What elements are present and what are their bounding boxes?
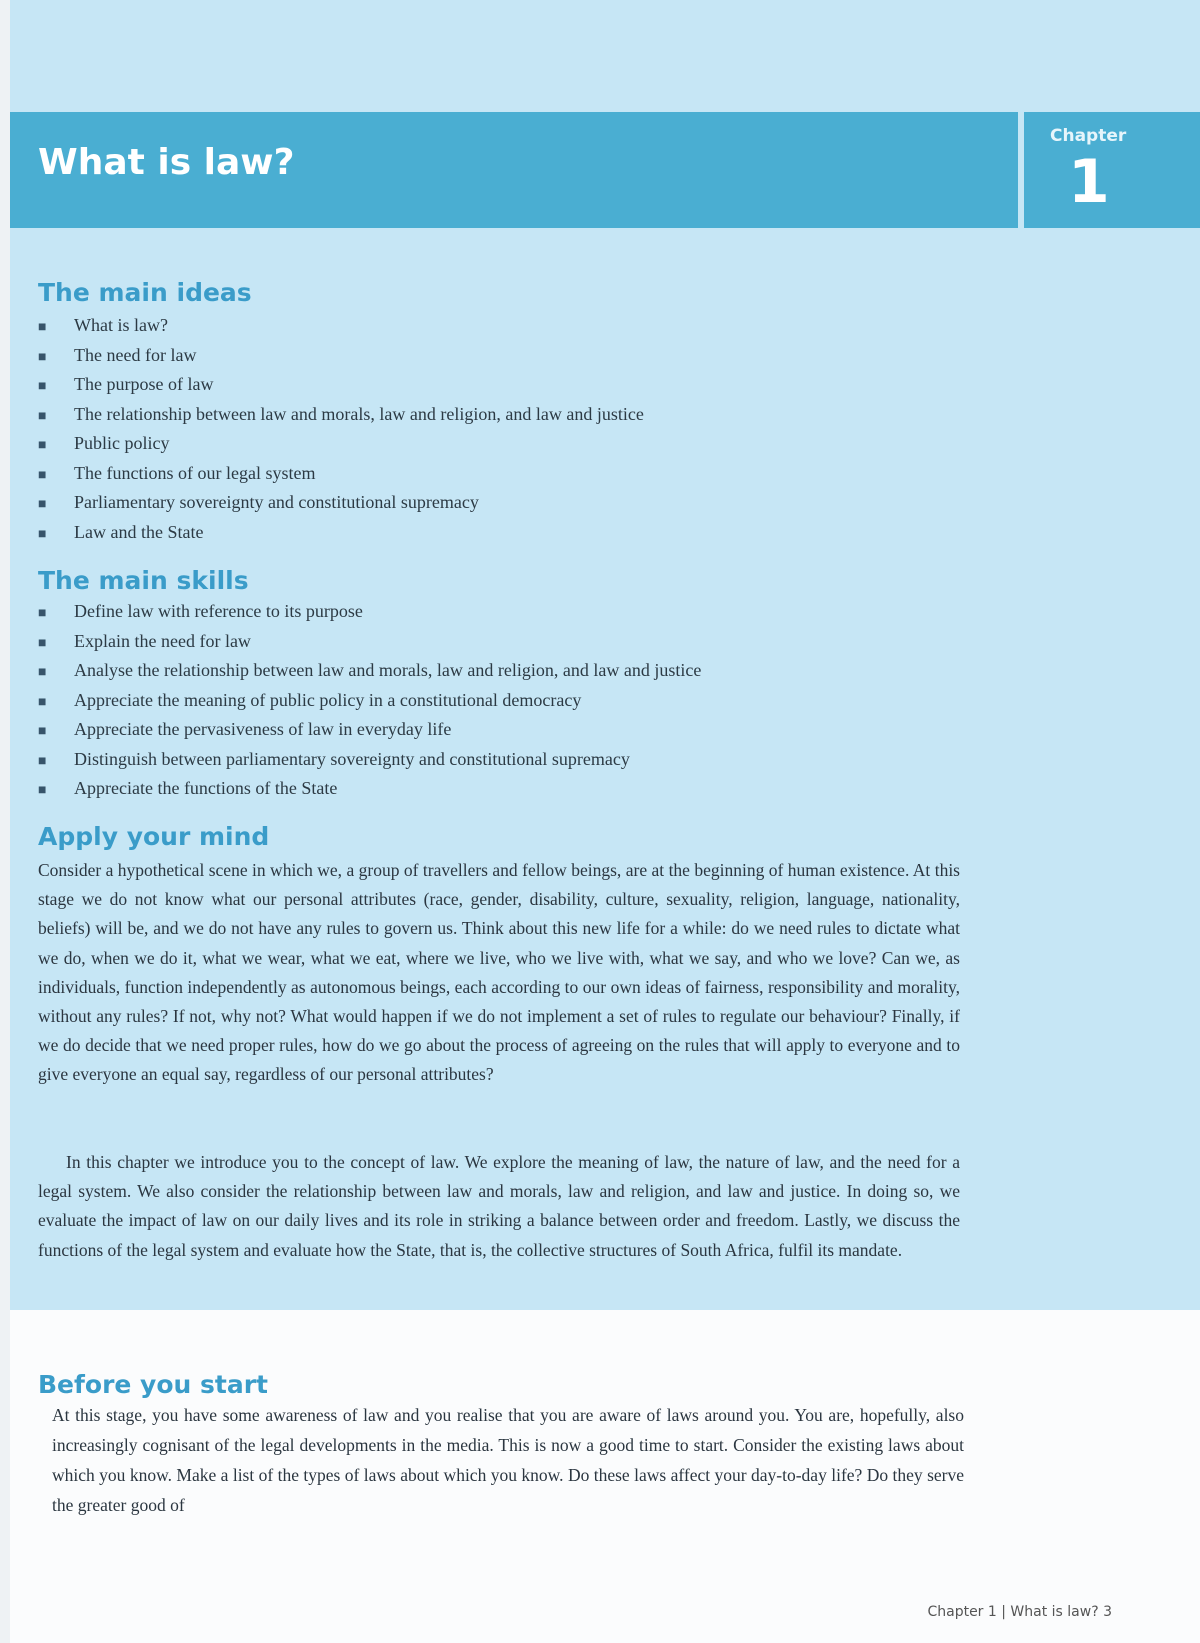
list-item-text: Appreciate the functions of the State: [74, 778, 338, 798]
bullet-icon: ■: [38, 753, 47, 769]
bullet-icon: ■: [38, 467, 47, 483]
list-item: [38, 656, 701, 686]
list-item-text: Public policy: [74, 433, 170, 453]
page-footer: Chapter 1 | What is law? 3: [927, 1604, 1112, 1620]
main-skills-list: [38, 597, 701, 804]
list-item: [38, 745, 701, 775]
before-you-start-paragraph: At this stage, you have some awareness of law and you realise that you are aware of laws around you. You are, hopefully, also increasingly cognisant of the legal developments in the media. This is now a good time to start. Consider the existing laws about which you know. Make a list of the types of laws about which you know. Do these laws affect your day-to-day life? Do they serve the greater good of: [52, 1405, 964, 1515]
bullet-icon: ■: [38, 379, 47, 394]
bullet-icon: ■: [38, 349, 47, 365]
list-item: [38, 311, 644, 341]
chapter-number-box: [1024, 112, 1200, 228]
list-item-text: The purpose of law: [74, 374, 214, 394]
list-item-text: Define law with reference to its purpose: [74, 601, 363, 621]
list-item-text: Analyse the relationship between law and morals, law and religion, and law and justice: [74, 660, 702, 680]
bullet-icon: ■: [38, 526, 47, 542]
bullet-icon: ■: [38, 665, 47, 680]
list-item-text: Appreciate the meaning of public policy in a constitutional democracy: [74, 689, 582, 710]
list-item-text: Appreciate the pervasiveness of law in everyday life: [74, 719, 452, 739]
list-item-text: What is law?: [74, 315, 168, 335]
list-item-text: Law and the State: [74, 521, 204, 542]
bullet-icon: ■: [38, 497, 47, 512]
chapter-number: 1: [1068, 147, 1110, 217]
chapter-title: What is law?: [38, 142, 295, 183]
list-item-text: The relationship between law and morals, law and religion, and law and justice: [74, 403, 644, 424]
list-item: [38, 627, 701, 657]
list-item: [38, 370, 644, 400]
bullet-icon: ■: [38, 320, 47, 335]
list-item-text: The need for law: [74, 344, 197, 365]
chapter-label: Chapter: [1050, 126, 1127, 146]
list-item: [38, 400, 644, 430]
chapter-header-bar: [10, 112, 1018, 228]
list-item-text: The functions of our legal system: [74, 462, 316, 483]
list-item: [38, 715, 701, 745]
bullet-icon: ■: [38, 724, 47, 739]
main-ideas-heading: The main ideas: [38, 278, 252, 307]
before-you-start-heading: Before you start: [38, 1370, 269, 1399]
list-item: [38, 341, 644, 371]
bullet-icon: ■: [38, 694, 47, 710]
bullet-icon: ■: [38, 408, 47, 424]
bullet-icon: ■: [38, 635, 47, 651]
list-item: [38, 597, 701, 627]
bullet-icon: ■: [38, 438, 47, 453]
main-skills-heading: The main skills: [38, 566, 249, 595]
list-item-text: Explain the need for law: [74, 630, 251, 651]
list-item: [38, 459, 644, 489]
bullet-icon: ■: [38, 783, 47, 798]
page-edge: [0, 0, 10, 1643]
list-item-text: Parliamentary sovereignty and constitutional supremacy: [74, 492, 479, 512]
apply-your-mind-heading: Apply your mind: [38, 822, 270, 851]
list-item: [38, 429, 644, 459]
main-ideas-list: [38, 311, 644, 547]
apply-your-mind-paragraph: Consider a hypothetical scene in which we, a group of travellers and fellow beings, are at the beginning of human existence. At this stage we do not know what our personal attributes (race, gender, disability, culture, sexuality, religion, language, nationality, beliefs) will be, and we do not have any rules to govern us. Think about this new life for a while: do we need rules to dictate what we do, when we do it, what we wear, what we eat, where we live, who we live with, what we say, and who we love? Can we, as individuals, function independently as autonomous beings, each according to our own ideas of fairness, responsibility and morality, without any rules? If not, why not? What would happen if we do not implement a set of rules to regulate our behaviour? Finally, if we do decide that we need proper rules, how do we go about the process of agreeing on the rules that will apply to everyone and to give everyone an equal say, regardless of our personal attributes?: [38, 860, 960, 1085]
list-item-text: Distinguish between parliamentary sovereignty and constitutional supremacy: [74, 748, 630, 769]
chapter-intro-paragraph: In this chapter we introduce you to the concept of law. We explore the meaning of law, the nature of law, and the need for a legal system. We also consider the relationship between law and morals, law and religion, and law and justice. In doing so, we evaluate the impact of law on our daily lives and its role in striking a balance between order and freedom. Lastly, we discuss the functions of the legal system and evaluate how the State, that is, the collective structures of South Africa, fulfil its mandate.: [38, 1152, 960, 1260]
list-item: [38, 488, 644, 518]
list-item: [38, 518, 644, 548]
list-item: [38, 686, 701, 716]
list-item: [38, 774, 701, 804]
bullet-icon: ■: [38, 606, 47, 621]
